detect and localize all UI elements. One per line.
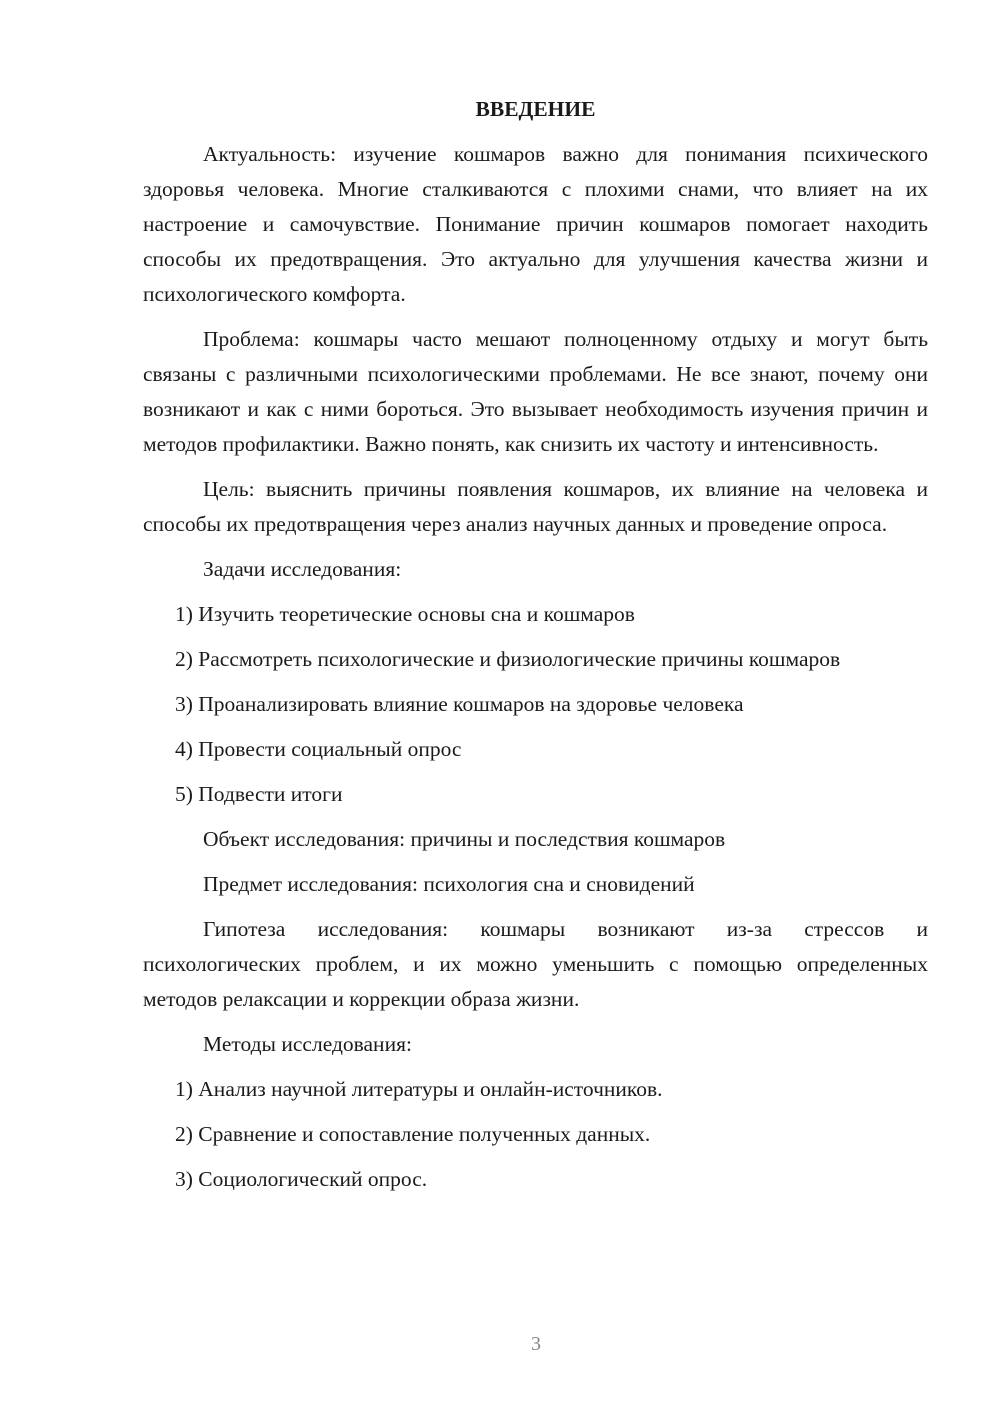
- task-item: 3) Проанализировать влияние кошмаров на здоровье человека: [175, 692, 744, 716]
- method-item: 3) Социологический опрос.: [175, 1167, 428, 1191]
- task-item: 1) Изучить теоретические основы сна и кошмаров: [175, 602, 635, 626]
- goal-paragraph: Цель: выяснить причины появления кошмаров, их влияние на человека и способы их предотвращения через анализ научных данных и проведение опроса.: [143, 477, 928, 536]
- research-object: Объект исследования: причины и последствия кошмаров: [203, 827, 726, 851]
- method-item: 2) Сравнение и сопоставление полученных данных.: [175, 1122, 651, 1146]
- section-title: ВВЕДЕНИЕ: [475, 97, 596, 121]
- hypothesis-paragraph: Гипотеза исследования: кошмары возникают из-за стрессов и психологических проблем, и их можно уменьшить с помощью определенных методов релаксации и коррекции образа жизни.: [143, 917, 928, 1011]
- task-item: 5) Подвести итоги: [175, 782, 343, 806]
- problem-paragraph: Проблема: кошмары часто мешают полноценному отдыху и могут быть связаны с различными психологическими проблемами. Не все знают, почему они возникают и как с ними бороться. Это вызывает необходимость изучения причин и методов профилактики. Важно понять, как снизить их частоту и интенсивность.: [143, 327, 928, 456]
- method-item: 1) Анализ научной литературы и онлайн-источников.: [175, 1077, 663, 1101]
- tasks-label: Задачи исследования:: [203, 557, 402, 581]
- task-item: 2) Рассмотреть психологические и физиологические причины кошмаров: [175, 647, 841, 671]
- page-number: 3: [531, 1333, 541, 1355]
- research-subject: Предмет исследования: психология сна и сновидений: [203, 872, 695, 896]
- methods-label: Методы исследования:: [203, 1032, 412, 1056]
- document-page: [143, 92, 928, 1207]
- task-item: 4) Провести социальный опрос: [175, 737, 462, 761]
- relevance-paragraph: Актуальность: изучение кошмаров важно для понимания психического здоровья человека. Многие сталкиваются с плохими снами, что влияет на их настроение и самочувствие. Понимание причин кошмаров помогает находить способы их предотвращения. Это актуально для улучшения качества жизни и психологического комфорта.: [143, 142, 928, 306]
